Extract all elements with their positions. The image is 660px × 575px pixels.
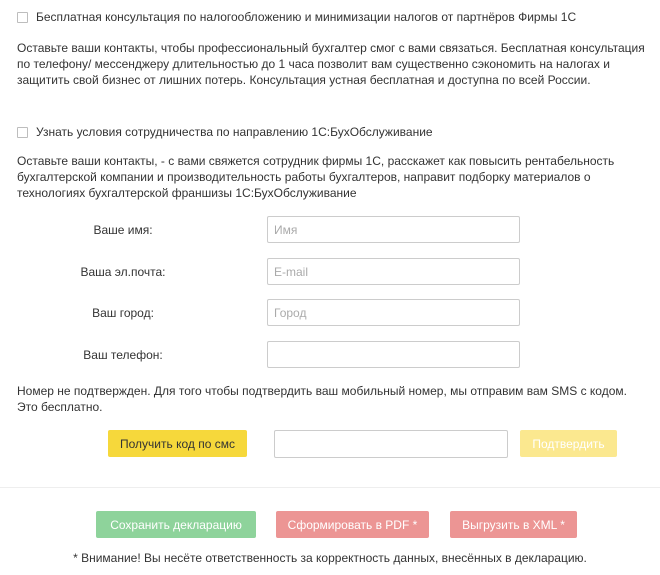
email-label: Ваша эл.почта: [80, 265, 166, 279]
name-input[interactable] [267, 216, 520, 243]
option-cooperation[interactable] [17, 125, 433, 139]
cooperation-description: Оставьте ваши контакты, - с вами свяжется сотрудник фирмы 1С, расскажет как повысить рентабельность бухгалтерской компании и производительность работы бухгалтеров, направит подборку материалов о технологиях бухгалтерской франшизы 1С:БухОбслуживание [17, 154, 615, 200]
divider [0, 487, 660, 488]
get-sms-code-button[interactable]: Получить код по смс [108, 430, 247, 457]
confirm-code-button[interactable]: Подтвердить [520, 430, 617, 457]
phone-label: Ваш телефон: [83, 348, 163, 362]
free-consultation-checkbox[interactable] [17, 12, 28, 23]
save-declaration-button[interactable]: Сохранить декларацию [96, 511, 256, 538]
cooperation-checkbox[interactable] [17, 127, 28, 138]
cooperation-label: Узнать условия сотрудничества по направлению 1С:БухОбслуживание [36, 125, 433, 139]
option-free-consultation[interactable] [17, 10, 576, 24]
email-input[interactable] [267, 258, 520, 285]
responsibility-warning: * Внимание! Вы несёте ответственность за корректность данных, внесённых в декларацию. [73, 551, 587, 565]
sms-code-input[interactable] [274, 430, 508, 458]
free-consultation-label: Бесплатная консультация по налогообложению и минимизации налогов от партнёров Фирмы 1С [36, 10, 577, 24]
name-label: Ваше имя: [93, 223, 153, 237]
city-label: Ваш город: [92, 306, 154, 320]
phone-unconfirmed-note: Номер не подтвержден. Для того чтобы подтвердить ваш мобильный номер, мы отправим вам SMS с кодом. Это бесплатно. [17, 384, 627, 414]
export-xml-button[interactable]: Выгрузить в XML * [450, 511, 577, 538]
city-input[interactable] [267, 299, 520, 326]
phone-input[interactable] [267, 341, 520, 368]
free-consultation-description: Оставьте ваши контакты, чтобы профессиональный бухгалтер смог с вами связаться. Бесплатная консультация по телефону/ мессенджеру длительностью до 1 часа позволит вам существенно сэкономить на налогах и защитить свой бизнес от лишних потерь. Консультация устная бесплатная и доступна по всей России. [17, 41, 645, 87]
export-pdf-button[interactable]: Сформировать в PDF * [276, 511, 429, 538]
